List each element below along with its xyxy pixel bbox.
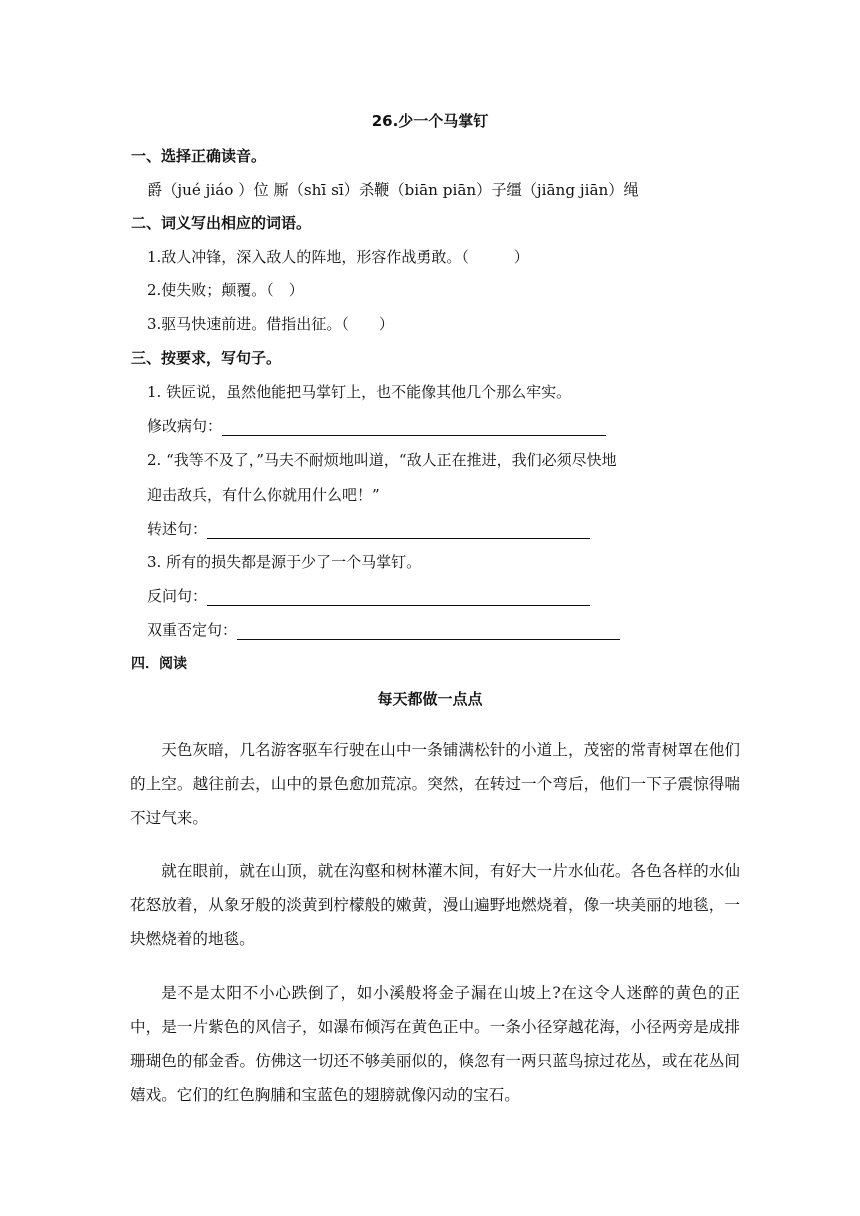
rhetorical-question-label: 反问句：	[147, 587, 208, 605]
question-2-answer-row	[147, 519, 590, 539]
question-3: 3. 所有的损失都是源于少了一个马掌钉。	[147, 553, 422, 571]
revise-label: 修改病句：	[147, 417, 223, 435]
question-3-answer-row-b	[147, 620, 620, 640]
definition-item-1: 1.敌人冲锋，深入敌人的阵地，形容作战勇敢。（ ）	[147, 248, 529, 266]
double-negative-answer-line[interactable]	[237, 623, 620, 640]
definition-item-2: 2.使失败；颠覆。（ ）	[147, 281, 304, 299]
story-paragraph-2: 就在眼前，就在山顶，就在沟壑和树林灌木间，有好大一片水仙花。各色各样的水仙花怒放着，从象牙般的淡黄到柠檬般的嫩黄，漫山遍野地燃烧着，像一块美丽的地毯，一块燃烧着的地毯。	[130, 862, 740, 948]
section1-heading: 一、选择正确读音。	[131, 147, 267, 165]
story-paragraph-1: 天色灰暗，几名游客驱车行驶在山中一条铺满松针的小道上，茂密的常青树罩在他们的上空。越往前去，山中的景色愈加荒凉。突然，在转过一个弯后，他们一下子震惊得喘不过气来。	[130, 741, 740, 827]
indirect-speech-label: 转述句：	[147, 520, 208, 538]
question-2-line-2: 迎击敌兵，有什么你就用什么吧！”	[147, 486, 380, 504]
definition-item-3: 3.驱马快速前进。借指出征。（ ）	[147, 315, 394, 333]
revise-answer-line[interactable]	[222, 419, 606, 436]
story-paragraph-3: 是不是太阳不小心跌倒了，如小溪般将金子漏在山坡上?在这令人迷醉的黄色的正中，是一片紫色的风信子，如瀑布倾泻在黄色正中。一条小径穿越花海，小径两旁是成排珊瑚色的郁金香。仿佛这一切还不够美丽似的，倏忽有一两只蓝鸟掠过花丛，或在花丛间嬉戏。它们的红色胸脯和宝蓝色的翅膀就像闪动的宝石。	[130, 984, 740, 1104]
question-1: 1. 铁匠说，虽然他能把马掌钉上，也不能像其他几个那么牢实。	[147, 383, 572, 401]
section2-heading: 二、词义写出相应的词语。	[131, 214, 312, 232]
double-negative-label: 双重否定句：	[147, 621, 238, 639]
page-title: 26.少一个马掌钉	[371, 112, 489, 130]
story-title: 每天都做一点点	[377, 690, 483, 708]
section3-heading: 三、按要求，写句子。	[131, 349, 282, 367]
question-1-answer-row	[147, 416, 606, 436]
indirect-speech-answer-line[interactable]	[207, 522, 590, 539]
pronunciation-line: 爵（jué jiáo ）位 厮（shī sī）杀鞭（biān piān）子缰（jiāng jiān）绳	[147, 181, 639, 199]
section4-heading: 四．阅读	[131, 656, 187, 672]
question-3-answer-row-a	[147, 586, 590, 606]
question-2-line-1: 2. “我等不及了，”马夫不耐烦地叫道，“敌人正在推进，我们必须尽快地	[147, 451, 617, 469]
rhetorical-question-answer-line[interactable]	[207, 589, 590, 606]
